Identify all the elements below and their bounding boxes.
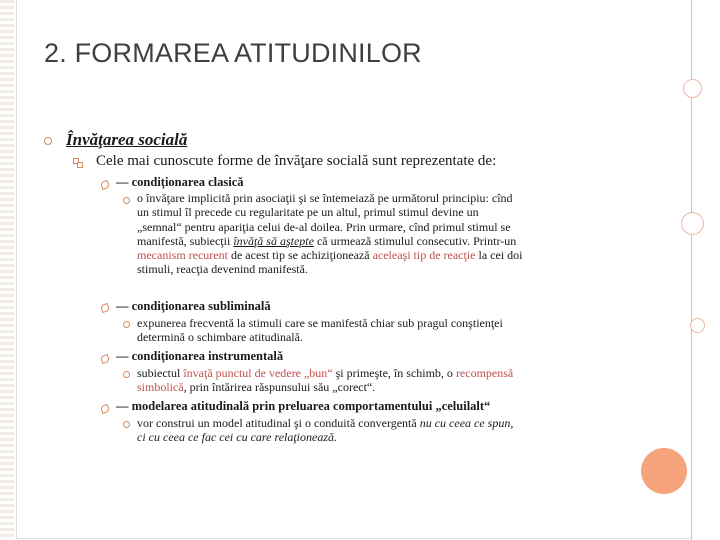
ring-bullet-icon xyxy=(123,197,130,204)
ring-bullet-icon xyxy=(123,371,130,378)
item-label-subliminal: — condiţionarea subliminală xyxy=(116,299,271,313)
decorative-circle-1 xyxy=(683,79,702,98)
item-desc-classical: o învăţare implicită prin asociaţii şi se întemeiază pe următorul principiu: cînd un stimul îl precede cu regularitate pe un altul, primul stimul devine un „semnal“ pentru apariţia celui de-al doilea. Prin urmare, cînd primul stimul se manifestă, subiecţii învăţă să aştepte că urmează stimulul consecutiv. Printr-un mecanism recurent de acest tip se achiziţionează aceleaşi tip de reacţie la cei doi stimuli, reacţia devenind manifestă. xyxy=(137,191,523,277)
decorative-circle-3 xyxy=(690,318,705,333)
item-label-classical: — condiţionarea clasică xyxy=(116,175,244,189)
section-heading: Învăţarea socială xyxy=(66,130,188,149)
item-label-modeling: — modelarea atitudinală prin preluarea comportamentului „celuilalt“ xyxy=(116,399,491,413)
decorative-left-stripe xyxy=(0,0,14,540)
intro-text: Cele mai cunoscute forme de învăţare socială sunt reprezentate de: xyxy=(96,153,497,169)
slide-title: 2. FORMAREA ATITUDINILOR xyxy=(44,38,422,68)
item-desc-subliminal: expunerea frecventă la stimuli care se manifestă chiar sub pragul conştienţei determină o schimbare atitudinală. xyxy=(137,316,503,345)
item-desc-instrumental: subiectul învaţă punctul de vedere „bun“ şi primeşte, în schimb, o recompensă simbolică, prin întărirea răspunsului său „corect“. xyxy=(137,366,514,395)
ring-bullet-icon xyxy=(123,321,130,328)
decorative-circle-2 xyxy=(681,212,704,235)
item-desc-modeling: vor construi un model atitudinal şi o conduită convergentă nu cu ceea ce spun, ci cu ceea ce fac cei cu care relaţionează. xyxy=(137,416,514,445)
item-label-instrumental: — condiţionarea instrumentală xyxy=(116,349,284,363)
hollow-circle-bullet-icon xyxy=(44,137,52,145)
decorative-circle-filled xyxy=(641,448,687,494)
ring-bullet-icon xyxy=(123,421,130,428)
double-square-bullet-icon xyxy=(73,158,83,168)
